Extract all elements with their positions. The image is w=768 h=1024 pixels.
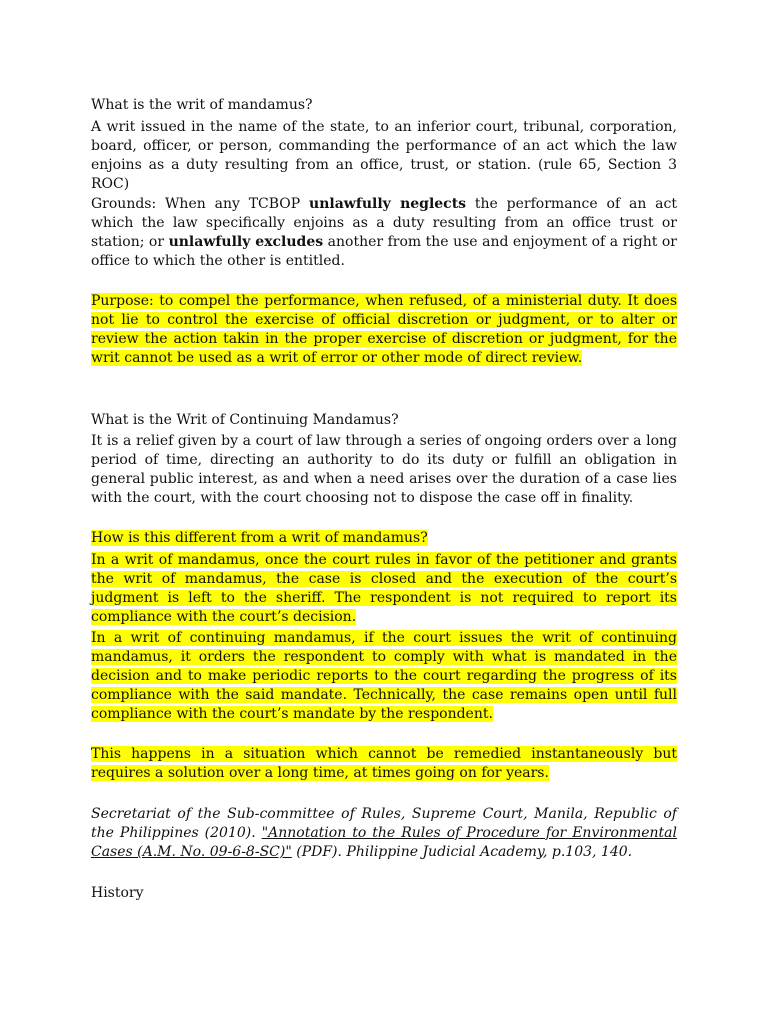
difference-para2	[91, 629, 677, 724]
difference-para2-text: In a writ of continuing mandamus, if the court issues the writ of continuing mandamus, it orders the respondent to comply with what is mandated in the decision and to make periodic reports to the court regarding the progress of its compliance with the said mandate. Technically, the case remains open until full compliance with the court’s mandate by the respondent.	[91, 630, 677, 722]
difference-para3-text: This happens in a situation which cannot be remedied instantaneously but requires a solution over a long time, at times going on for years.	[91, 746, 677, 781]
mandamus-answer-citation: (rule 65, Section 3 ROC)	[91, 157, 678, 192]
grounds-suffix: another from the use and enjoyment of a right or office to which the other is entitled.	[91, 234, 678, 269]
continuing-question: What is the Writ of Continuing Mandamus?	[91, 412, 399, 428]
grounds-middle: the performance of an act which the law specifically enjoins as a duty resulting from an office trust or station; or	[91, 196, 677, 250]
mandamus-answer	[91, 118, 677, 194]
reference-link[interactable]: "Annotation to the Rules of Procedure for Environmental Cases (A.M. No. 09-6-8-SC)"	[91, 825, 678, 860]
mandamus-question: What is the writ of mandamus?	[91, 97, 313, 113]
history-heading: History	[91, 885, 144, 901]
reference-author-year: Secretariat of the Sub-committee of Rules, Supreme Court, Manila, Republic of the Philippines (2010).	[91, 806, 677, 841]
mandamus-answer-text: A writ issued in the name of the state, to an inferior court, tribunal, corporation, board, officer, or person, commanding the performance of an act which the law enjoins as a duty resulting from an office, trust, or station.	[91, 119, 677, 173]
reference-citation	[91, 805, 677, 862]
grounds-bold-neglects: unlawfully neglects	[309, 196, 467, 212]
purpose-paragraph	[91, 292, 677, 368]
difference-para1	[91, 551, 677, 627]
difference-question-text: How is this different from a writ of mandamus?	[91, 530, 428, 546]
grounds-paragraph	[91, 195, 677, 271]
difference-para3	[91, 745, 677, 783]
continuing-answer: It is a relief given by a court of law through a series of ongoing orders over a long period of time, directing an authority to do its duty or fulfill an obligation in general public interest, as and when a need arises over the duration of a case lies with the court, with the court choosing not to dispose the case off in finality.	[91, 433, 677, 506]
reference-tail: (PDF). Philippine Judicial Academy, p.103, 140.	[296, 844, 633, 860]
difference-para1-text: In a writ of mandamus, once the court rules in favor of the petitioner and grants the writ of mandamus, the case is closed and the execution of the court’s judgment is left to the sheriff. The respondent is not required to report its compliance with the court’s decision.	[91, 552, 677, 625]
grounds-prefix: Grounds: When any TCBOP	[91, 196, 301, 212]
grounds-bold-excludes: unlawfully excludes	[168, 234, 324, 250]
difference-question	[91, 529, 677, 548]
purpose-text: Purpose: to compel the performance, when refused, of a ministerial duty. It does not lie to control the exercise of official discretion or judgment, or to alter or review the action takin in the proper exercise of discretion or judgment, for the writ cannot be used as a writ of error or other mode of direct review.	[91, 293, 677, 366]
